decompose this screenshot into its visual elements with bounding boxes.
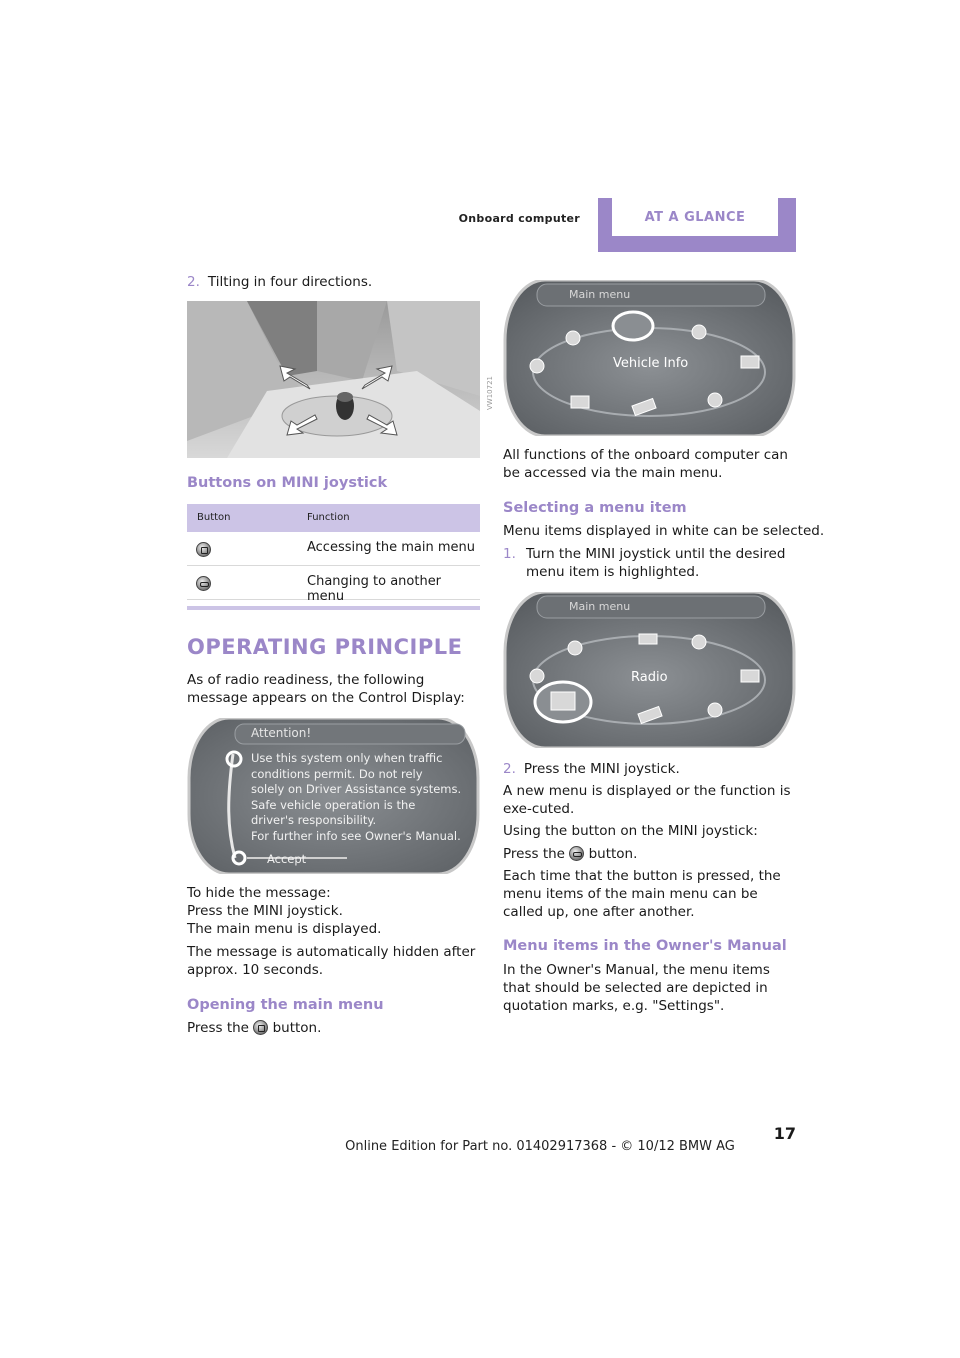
menu-button-icon	[196, 576, 211, 591]
intro-text: As of radio readiness, the following message appears on the Control Display:	[187, 672, 465, 706]
hide-line-2: Press the MINI joystick.	[187, 903, 343, 919]
menu-highlight-label: Vehicle Info	[613, 356, 689, 371]
buttons-table	[187, 504, 480, 610]
menu-title: Main menu	[569, 600, 631, 613]
table-header	[187, 504, 480, 532]
white-selectable-text: Menu items displayed in white can be selected.	[503, 523, 825, 539]
subheading-open-menu: Opening the main menu	[187, 997, 384, 1013]
page-number: 17	[773, 1124, 796, 1143]
chapter-tab-label: AT A GLANCE	[612, 198, 778, 236]
subheading-select: Selecting a menu item	[503, 500, 687, 516]
all-functions-text: All functions of the onboard computer can be accessed via the main menu.	[503, 447, 788, 481]
auto-hidden-text: The message is automatically hidden after approx. 10 seconds.	[187, 944, 476, 978]
new-menu-text: A new menu is displayed or the function is exe-cuted.	[503, 783, 791, 817]
manual-text: In the Owner's Manual, the menu items that should be selected are depicted in quotation marks, e.g. "Settings".	[503, 962, 770, 1014]
col-function: Function	[307, 512, 350, 523]
main-menu-display-vehicle-info	[503, 280, 796, 436]
hide-line-1: To hide the message:	[187, 885, 331, 901]
press-menu-button-instruction: Press the button.	[503, 846, 638, 862]
heading-operating-principle: OPERATING PRINCIPLE	[187, 635, 463, 659]
joystick-photo	[187, 301, 480, 458]
photo-code: VW10721	[486, 376, 494, 410]
attention-title: Attention!	[251, 726, 312, 740]
menu-button-icon	[569, 846, 584, 861]
table-row	[187, 566, 480, 604]
open-menu-instruction: Press the button.	[187, 1020, 322, 1036]
menu-title: Main menu	[569, 288, 631, 301]
row-function: Accessing the main menu	[307, 540, 475, 555]
menu-highlight-label: Radio	[631, 670, 668, 685]
subheading-buttons: Buttons on MINI joystick	[187, 475, 388, 491]
attention-message: Use this system only when traffic conditions permit. Do not rely solely on Driver Assistance systems. Safe vehicle operation is the driver's responsibility. For further info see Owner's Manual.	[251, 751, 462, 843]
row-function: Changing to another menu	[307, 574, 442, 604]
main-menu-display-radio	[503, 592, 796, 748]
col-button: Button	[197, 512, 231, 523]
subheading-owners-manual: Menu items in the Owner's Manual	[503, 938, 787, 954]
step-2-press: 2. Press the MINI joystick.	[503, 761, 680, 777]
using-button-text: Using the button on the MINI joystick:	[503, 823, 758, 839]
table-row	[187, 532, 480, 566]
section-title: Onboard computer	[458, 212, 580, 225]
each-time-text: Each time that the button is pressed, the menu items of the main menu can be called up, one after another.	[503, 868, 781, 920]
home-button-icon	[196, 542, 211, 557]
attention-display	[187, 718, 480, 874]
hide-line-3: The main menu is displayed.	[187, 921, 382, 937]
step-2-tilting: 2. Tilting in four directions.	[187, 274, 373, 290]
home-button-icon	[253, 1020, 268, 1035]
table-bottom-rule	[187, 606, 480, 610]
edition-footer: Online Edition for Part no. 01402917368 - © 10/12 BMW AG	[345, 1139, 735, 1154]
accept-option[interactable]: Accept	[267, 852, 307, 866]
chapter-tab	[598, 198, 796, 252]
